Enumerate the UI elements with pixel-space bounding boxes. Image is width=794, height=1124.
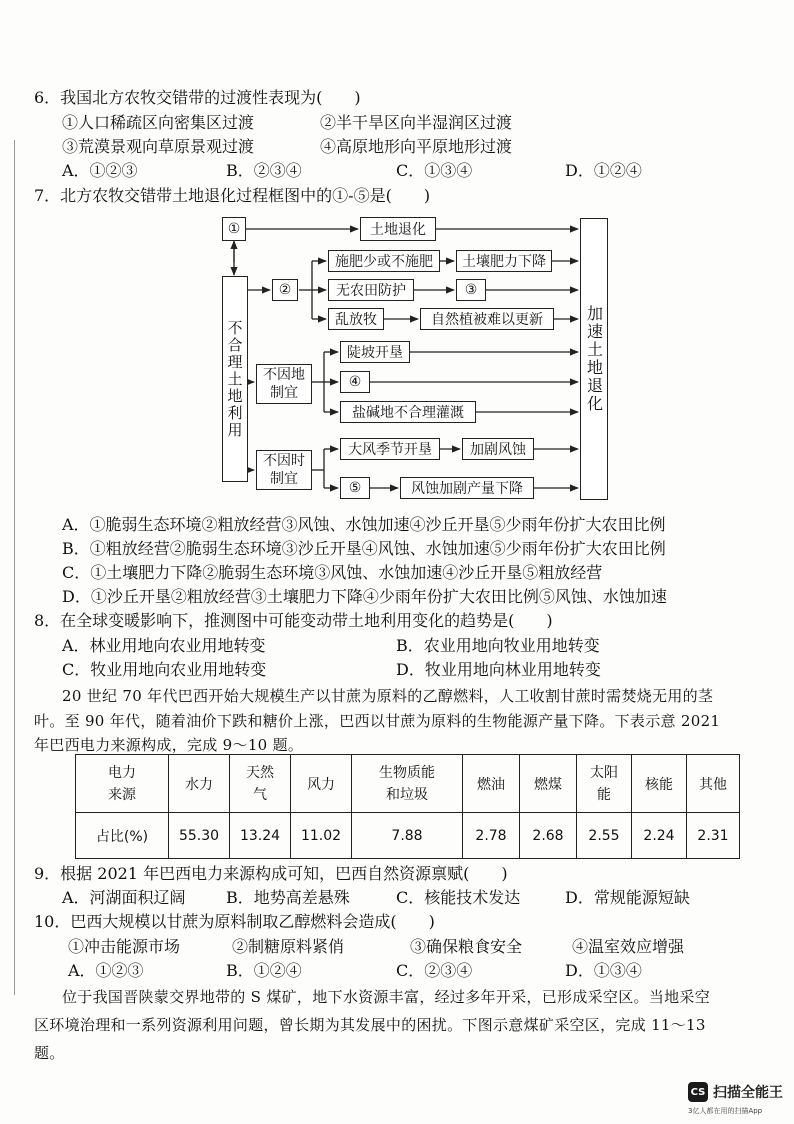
table-cell-wind: 11.02	[291, 813, 352, 859]
q7-choice-d[interactable]: D．①沙丘开垦②粗放经营③土壤肥力下降④少雨年份扩大农田比例⑤风蚀、水蚀加速	[62, 587, 667, 606]
q10-stem: 10．巴西大规模以甘蔗为原料制取乙醇燃料会造成( )	[34, 912, 435, 931]
q10-option-1: ①冲击能源市场	[68, 937, 181, 956]
passage2-line3: 题。	[34, 1044, 65, 1062]
q6-choice-d[interactable]: D．①②④	[565, 161, 642, 180]
diagram-intensified-wind-erosion: 加剧风蚀	[462, 438, 534, 460]
diagram-windy-season-reclamation: 大风季节开垦	[340, 438, 440, 460]
q9-choice-a[interactable]: A．河湖面积辽阔	[62, 888, 186, 907]
table-cell-coal: 2.68	[520, 813, 577, 859]
q10-option-4: ④温室效应增强	[572, 937, 685, 956]
q6-option-1: ①人口稀疏区向密集区过渡	[62, 113, 255, 132]
q6-choice-c[interactable]: C．①③④	[396, 161, 473, 180]
q7-choice-b[interactable]: B．①粗放经营②脆弱生态环境③沙丘开垦④风蚀、水蚀加速⑤少雨年份扩大农田比例	[62, 539, 666, 558]
diagram-blank-2: ②	[272, 279, 298, 301]
table-cell-gas: 13.24	[230, 813, 291, 859]
q8-choice-a[interactable]: A．林业用地向农业用地转变	[62, 636, 266, 655]
table-cell-biomass: 7.88	[352, 813, 463, 859]
q8-choice-b[interactable]: B．农业用地向牧业用地转变	[396, 636, 600, 655]
passage1-line1: 20 世纪 70 年代巴西开始大规模生产以甘蔗为原料的乙醇燃料，人工收割甘蔗时需焚烧无用的茎	[62, 687, 714, 705]
q10-choice-a[interactable]: A．①②③	[68, 961, 144, 980]
q7-choice-c[interactable]: C．①土壤肥力下降②脆弱生态环境③风蚀、水蚀加速④沙丘开垦⑤粗放经营	[62, 563, 603, 582]
table-cell-oil: 2.78	[463, 813, 520, 859]
q8-stem: 8．在全球变暖影响下，推测图中可能变动带土地利用变化的趋势是( )	[34, 611, 553, 630]
diagram-blank-3: ③	[456, 279, 486, 301]
q9-stem: 9．根据 2021 年巴西电力来源构成可知，巴西自然资源禀赋( )	[34, 864, 508, 883]
q10-choice-c[interactable]: C．②③④	[396, 961, 473, 980]
diagram-yield-decline: 风蚀加剧产量下降	[400, 477, 534, 499]
q9-choice-b[interactable]: B．地势高差悬殊	[226, 888, 350, 907]
diagram-not-suited-to-land: 不因地制宜	[256, 364, 312, 404]
table-cell-hydro: 55.30	[169, 813, 230, 859]
table-header-oil: 燃油	[463, 755, 520, 813]
diagram-soil-fertility-decline: 土壤肥力下降	[456, 250, 552, 272]
table-header-wind: 风力	[291, 755, 352, 813]
diagram-saline-irrigation: 盐碱地不合理灌溉	[340, 401, 476, 423]
table-header-other: 其他	[687, 755, 740, 813]
table-row-label: 占比(%)	[76, 813, 169, 859]
q8-choice-c[interactable]: C．牧业用地向农业用地转变	[62, 660, 267, 679]
q6-option-4: ④高原地形向平原地形过渡	[320, 137, 513, 156]
q8-choice-d[interactable]: D．牧业用地向林业用地转变	[396, 660, 601, 679]
q6-option-3: ③荒漠景观向草原景观过渡	[62, 137, 255, 156]
diagram-overgrazing: 乱放牧	[328, 308, 384, 330]
diagram-not-suited-to-time: 不因时制宜	[256, 450, 312, 490]
table-header-hydro: 水力	[169, 755, 230, 813]
q6-option-2: ②半干旱区向半湿润区过渡	[320, 113, 513, 132]
q7-choice-a[interactable]: A．①脆弱生态环境②粗放经营③风蚀、水蚀加速④沙丘开垦⑤少雨年份扩大农田比例	[62, 515, 666, 534]
q10-option-3: ③确保粮食安全	[410, 937, 523, 956]
table-header-coal: 燃煤	[520, 755, 577, 813]
q9-choice-c[interactable]: C．核能技术发达	[396, 888, 521, 907]
diagram-blank-4: ④	[340, 371, 370, 393]
q10-choice-d[interactable]: D．①③④	[565, 961, 642, 980]
diagram-no-farmland-protection: 无农田防护	[328, 279, 414, 301]
table-header-nuclear: 核能	[632, 755, 687, 813]
passage2-line2: 区环境治理和一系列资源利用问题，曾长期为其发展中的困扰。下图示意煤矿采空区，完成 11～13	[34, 1016, 706, 1034]
table-header-gas: 天然 气	[230, 755, 291, 813]
q6-choice-b[interactable]: B．②③④	[226, 161, 302, 180]
q10-choice-b[interactable]: B．①②④	[226, 961, 302, 980]
table-cell-nuclear: 2.24	[632, 813, 687, 859]
diagram-blank-1: ①	[222, 217, 246, 241]
diagram-land-degradation: 土地退化	[360, 217, 436, 241]
camscanner-tagline: 3亿人都在用的扫描App	[688, 1107, 763, 1115]
table-header-solar: 太阳 能	[577, 755, 632, 813]
passage2-line1: 位于我国晋陕蒙交界地带的 S 煤矿，地下水资源丰富，经过多年开采，已形成采空区。当地采空	[62, 988, 711, 1006]
diagram-accelerated-land-degradation: 加速土地退化	[580, 218, 608, 500]
q7-stem: 7．北方农牧交错带土地退化过程框图中的①-⑤是( )	[34, 186, 431, 205]
diagram-vegetation-hard-to-renew: 自然植被难以更新	[420, 308, 554, 330]
brazil-power-source-table	[75, 754, 740, 859]
q6-stem: 6．我国北方农牧交错带的过渡性表现为( )	[34, 88, 361, 107]
table-header-biomass: 生物质能 和垃圾	[352, 755, 463, 813]
table-cell-solar: 2.55	[577, 813, 632, 859]
camscanner-logo-icon: CS	[688, 1082, 708, 1102]
table-header-source: 电力 来源	[76, 755, 169, 813]
q9-choice-d[interactable]: D．常规能源短缺	[565, 888, 690, 907]
q6-choice-a[interactable]: A．①②③	[62, 161, 138, 180]
diagram-unreasonable-land-use: 不合理土地利用	[222, 276, 248, 482]
passage1-line3: 年巴西电力来源构成，完成 9～10 题。	[34, 736, 304, 754]
table-cell-other: 2.31	[687, 813, 740, 859]
q10-option-2: ②制糖原料紧俏	[232, 937, 345, 956]
diagram-slope-reclamation: 陡坡开垦	[340, 341, 410, 363]
passage1-line2: 叶。至 90 年代，随着油价下跌和糖价上涨，巴西以甘蔗为原料的生物能源产量下降。下表示意 2021	[34, 712, 721, 730]
diagram-blank-5: ⑤	[340, 477, 370, 499]
diagram-less-fertilizer: 施肥少或不施肥	[328, 250, 440, 272]
camscanner-name: 扫描全能王	[713, 1085, 783, 1101]
camscanner-watermark	[688, 1082, 783, 1116]
